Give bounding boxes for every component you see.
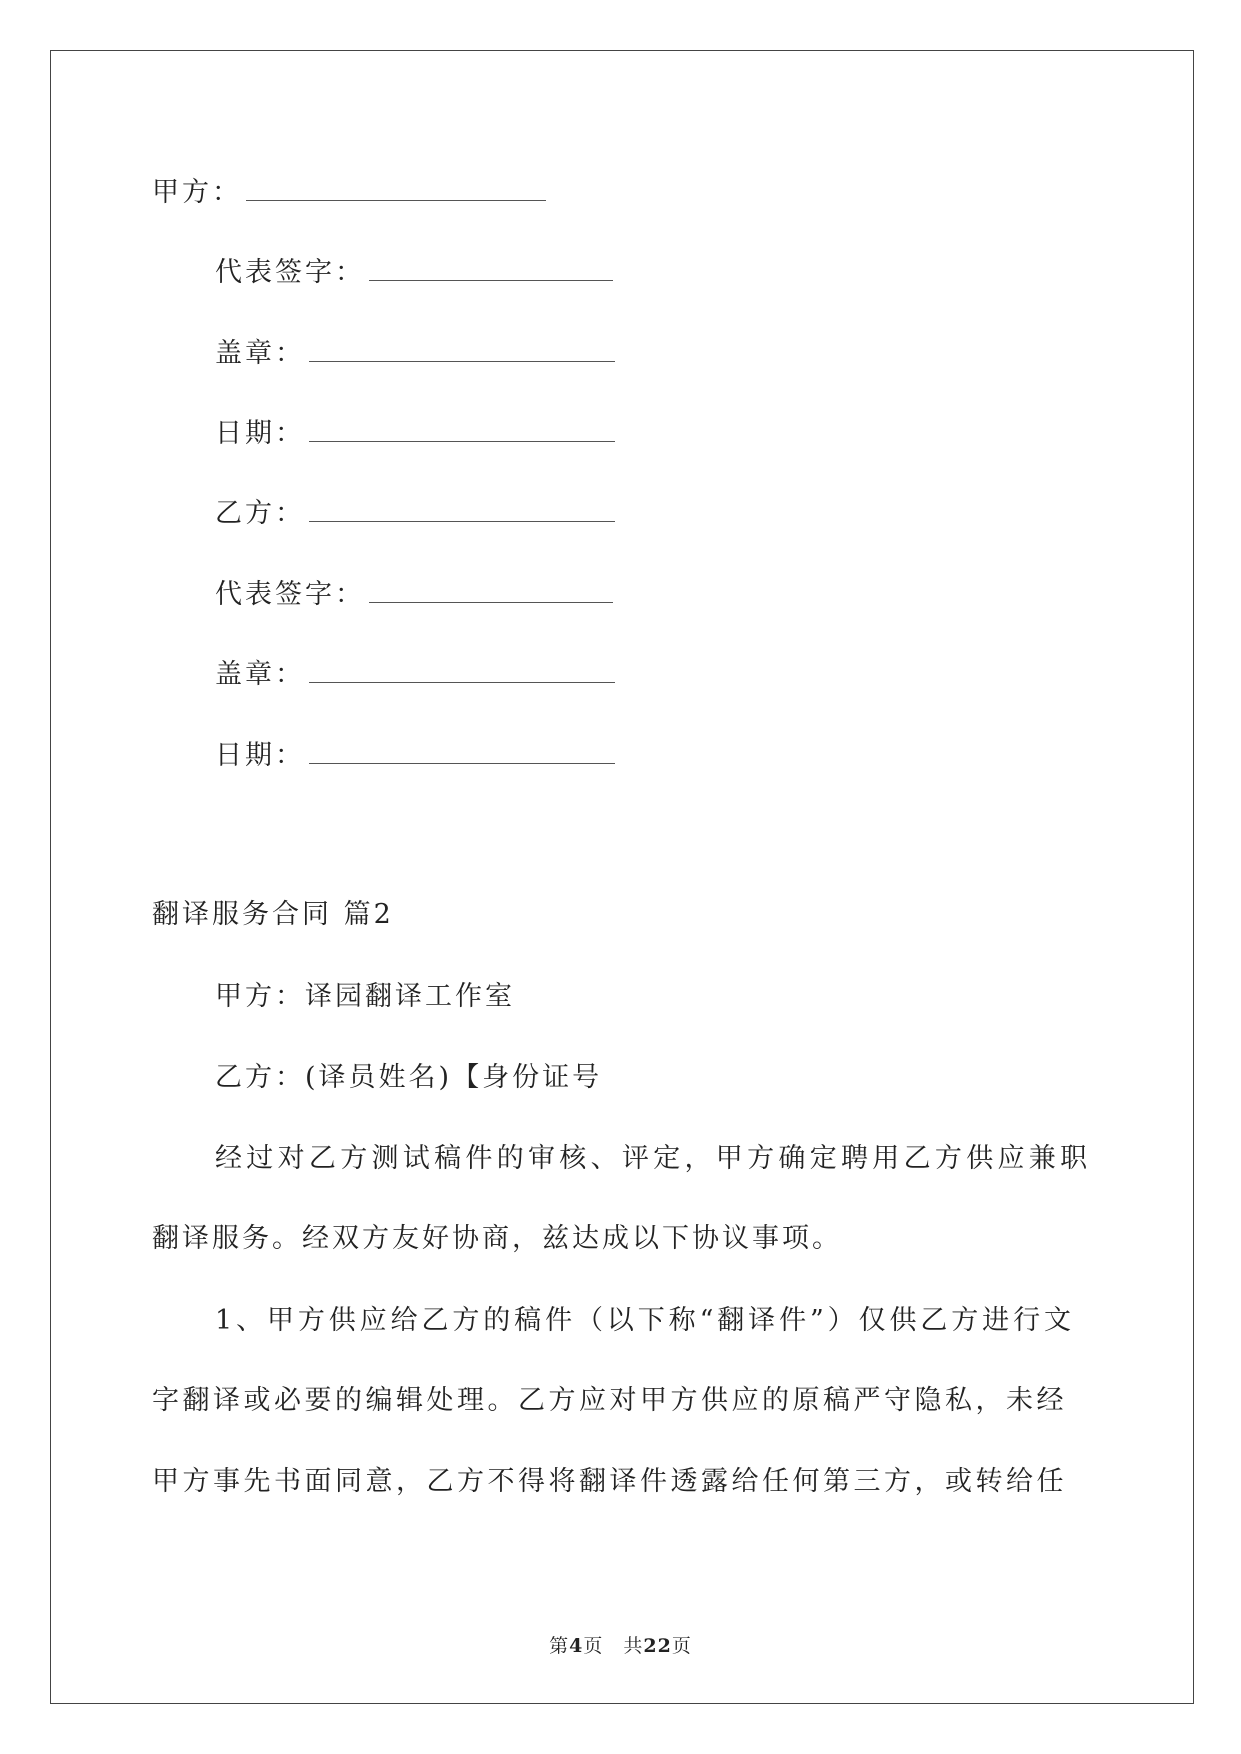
footer-total-pages: 22 [643, 1635, 672, 1657]
paragraph-2-line-3: 甲方事先书面同意，乙方不得将翻译件透露给任何第三方，或转给任 [152, 1466, 1067, 1497]
party-a-date-label: 日期： [215, 418, 305, 449]
party-b-seal-line [215, 654, 615, 695]
footer-suffix: 页 [671, 1635, 692, 1657]
party-a-label: 甲方： [152, 177, 242, 208]
party-a-date-blank [309, 413, 615, 442]
party-a-date-line [215, 413, 615, 454]
party-a-seal-line [215, 333, 615, 374]
party-a-rep-line [215, 252, 613, 293]
party-a-rep-label: 代表签字： [215, 257, 365, 288]
party-b-rep-blank [369, 574, 613, 603]
party-b-date-line [215, 735, 615, 776]
party-b-signature-line [215, 493, 615, 534]
party-a-seal-blank [309, 333, 615, 362]
section2-party-b: 乙方：(译员姓名)【身份证号 [215, 1062, 603, 1093]
party-a-seal-label: 盖章： [215, 338, 305, 369]
party-b-seal-blank [309, 654, 615, 683]
page-footer [0, 1634, 1241, 1658]
party-b-seal-label: 盖章： [215, 659, 305, 690]
party-b-label: 乙方： [215, 498, 305, 529]
party-a-signature-line [152, 172, 546, 213]
section-title: 翻译服务合同 篇2 [152, 899, 394, 930]
footer-page-number: 4 [569, 1635, 584, 1657]
footer-prefix: 第 [549, 1635, 570, 1657]
party-b-date-blank [309, 735, 615, 764]
party-a-blank [246, 172, 546, 201]
paragraph-2-line-2: 字翻译或必要的编辑处理。乙方应对甲方供应的原稿严守隐私，未经 [152, 1385, 1067, 1416]
paragraph-1-line-1: 经过对乙方测试稿件的审核、评定，甲方确定聘用乙方供应兼职 [215, 1143, 1092, 1174]
party-b-rep-line [215, 574, 613, 615]
paragraph-2-line-1: 1、甲方供应给乙方的稿件（以下称“翻译件”）仅供乙方进行文 [215, 1305, 1075, 1336]
party-b-rep-label: 代表签字： [215, 579, 365, 610]
party-b-date-label: 日期： [215, 740, 305, 771]
party-a-rep-blank [369, 252, 613, 281]
page-border [50, 50, 1194, 1704]
party-b-blank [309, 493, 615, 522]
paragraph-1-line-2: 翻译服务。经双方友好协商，兹达成以下协议事项。 [152, 1223, 842, 1254]
footer-mid: 页 共 [583, 1635, 644, 1657]
section2-party-a: 甲方：译园翻译工作室 [215, 981, 515, 1012]
